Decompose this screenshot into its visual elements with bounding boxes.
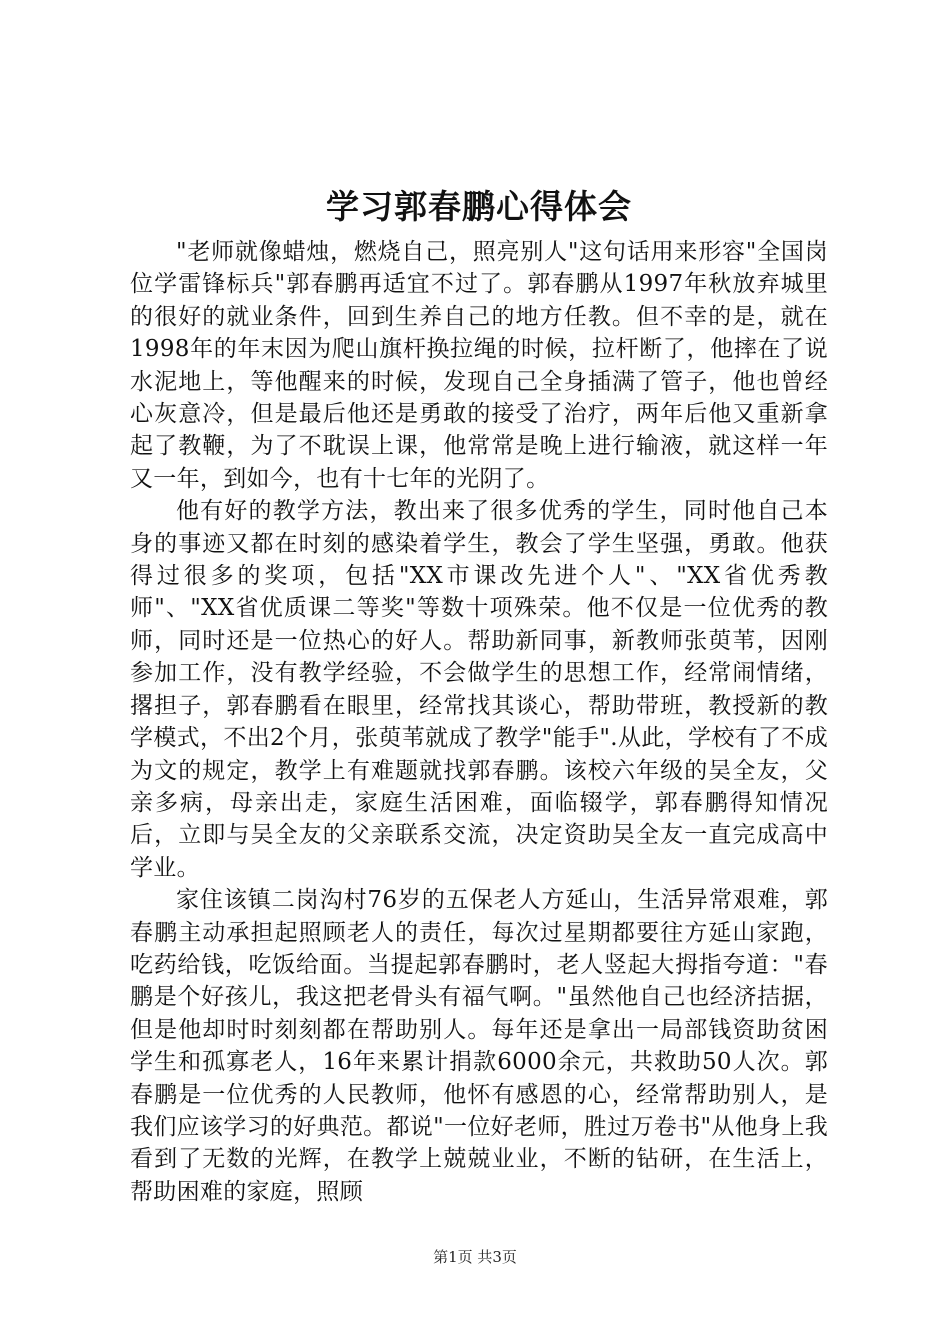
paragraph-3: 家住该镇二岗沟村76岁的五保老人方延山，生活异常艰难，郭春鹏主动承担起照顾老人的责任，每次过星期都要往方延山家跑，吃药给钱，吃饭给面。当提起郭春鹏时，老人竖起大拇指夸道："春鹏是个好孩儿，我这把老骨头有福气啊。"虽然他自己也经济拮据，但是他却时时刻刻都在帮助别人。每年还是拿出一局部钱资助贫困学生和孤寡老人，16年来累计捐款6000余元，共救助50人次。郭春鹏是一位优秀的人民教师，他怀有感恩的心，经常帮助别人，是我们应该学习的好典范。都说"一位好老师，胜过万卷书"从他身上我看到了无数的光辉，在教学上兢兢业业，不断的钻研，在生活上，帮助困难的家庭，照顾 bbox=[130, 887, 828, 1205]
document-title: 学习郭春鹏心得体会 bbox=[326, 187, 632, 226]
page-footer: 第1页 共3页 bbox=[433, 1248, 517, 1266]
document-body bbox=[130, 236, 828, 1208]
paragraph-1: "老师就像蜡烛，燃烧自己，照亮别人"这句话用来形容"全国岗位学雷锋标兵"郭春鹏再适宜不过了。郭春鹏从1997年秋放弃城里的很好的就业条件，回到生养自己的地方任教。但不幸的是，就在1998年的年末因为爬山旗杆换拉绳的时候，拉杆断了，他摔在了说水泥地上，等他醒来的时候，发现自己全身插满了管子，他也曾经心灰意冷，但是最后他还是勇敢的接受了治疗，两年后他又重新拿起了教鞭，为了不耽误上课，他常常是晚上进行输液，就这样一年又一年，到如今，也有十七年的光阴了。 bbox=[130, 239, 828, 492]
paragraph-2: 他有好的教学方法，教出来了很多优秀的学生，同时他自己本身的事迹又都在时刻的感染着学生，教会了学生坚强，勇敢。他获得过很多的奖项，包括"XX市课改先进个人"、"XX省优秀教师"、"XX省优质课二等奖"等数十项殊荣。他不仅是一位优秀的教师，同时还是一位热心的好人。帮助新同事，新教师张萸苇，因刚参加工作，没有教学经验，不会做学生的思想工作，经常闹情绪，撂担子，郭春鹏看在眼里，经常找其谈心，帮助带班，教授新的教学模式，不出2个月，张萸苇就成了教学"能手".从此，学校有了不成为文的规定，教学上有难题就找郭春鹏。该校六年级的吴全友，父亲多病，母亲出走，家庭生活困难，面临辍学，郭春鹏得知情况后，立即与吴全友的父亲联系交流，决定资助吴全友一直完成高中学业。 bbox=[130, 498, 828, 881]
